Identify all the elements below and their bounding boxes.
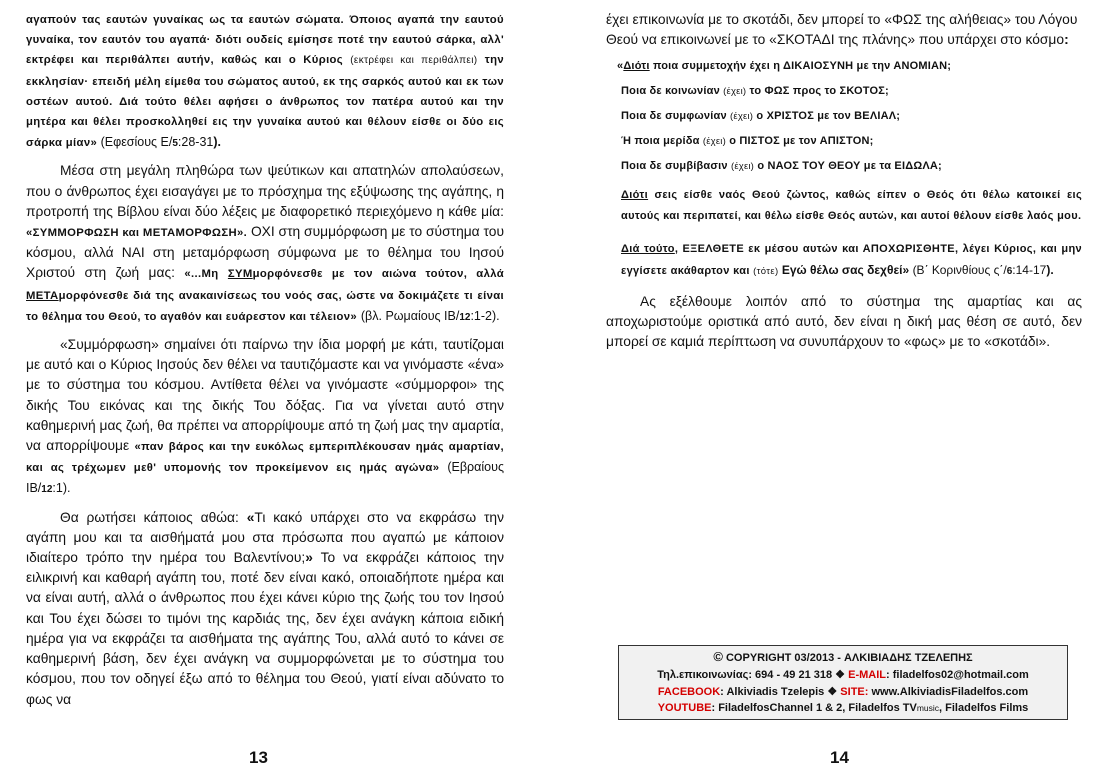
text: « [246,509,255,525]
text: COPYRIGHT 03/2013 - ΑΛΚΙΒΙΑΔΗΣ ΤΖΕΛΕΠΗΣ [725,652,973,664]
text: ΣΥΜ [227,268,253,281]
page-number-right: 14 [830,748,849,767]
paragraph-1 [606,10,1082,50]
text: μορφόνεσθε διά της ανακαινίσεως του νοός σας, ώστε να δοκιμάζετε τι είναι το θέλημα του Θεού, το αγαθόν και ευάρεστον και τέλειον» [26,289,504,323]
verse-line [621,154,1082,179]
text: Εγώ θέλω σας δεχθεί» [781,262,910,277]
text: ο ΧΡΙΣΤΟΣ με τον ΒΕΛΙΑΛ; [756,110,901,123]
text: Μέσα στη μεγάλη πληθώρα των ψεύτικων και απατηλών απολαύσεων, που ο άνθρωπος έχει εισαγάγει με το πρόσχημα της εξύψωσης της αγάπης, η προτροπή της Βίβλου είναι δύο λέξεις με διαφορετικό περιεχόμενο η κάθε μία: [26,163,504,219]
verse-line [621,104,1082,129]
text: Ή ποια μερίδα [621,135,700,148]
text: Θα ρωτήσει κάποιος αθώα: [60,509,239,525]
reference [913,263,1054,277]
text: αγαπούν τας εαυτών γυναίκας ως τα εαυτών σώματα. Όποιος αγαπά την εαυτού γυναίκα, τον εαυτόν του αγαπά· διότι ουδείς εμίσησε ποτέ την εαυτού σάρκα, αλλ' εκτρέφει και περιθάλπει αυτήν, καθώς και ο Κύριος [26,14,504,67]
text: (έχει) [723,86,747,98]
paragraph-4 [26,508,504,710]
email-link[interactable]: : filadelfos02@hotmail.com [886,668,1029,681]
text: 12 [41,484,53,496]
text: :28-31 [177,135,214,150]
text: 6 [1006,265,1013,277]
scripture-quote [617,54,1082,179]
text: ΜΕΤΑ [26,289,59,302]
text: 12 [459,311,471,323]
text: « [617,60,624,73]
facebook-label: FACEBOOK [657,685,721,698]
text: σεις είσθε ναός Θεού ζώντος, καθώς είπεν ο Θεός ότι θέλω κατοικεί εις αυτούς και περιπατεί, και θέλω είσθε Θεός αυτών, και αυτοί θέλουν είσθε λαός μου. [621,189,1083,222]
right-page [606,10,1082,353]
text: ποια συμμετοχήν έχει η ΔΙΚΑΙΟΣΥΝΗ με την ΑΝΟΜΙΑΝ; [652,60,952,73]
text: (Β΄ Κορινθίους ς΄/ [912,262,1007,277]
youtube-line [619,700,1067,717]
text: Ποια δε κοινωνίαν [621,85,720,98]
youtube-link[interactable]: : FiladelfosChannel 1 & 2, Filadelfos TV [711,702,917,715]
copyright-line [619,649,1067,667]
text: «ΣΥΜΜΟΡΦΩΣΗ και ΜΕΤΑΜΟΡΦΩΣΗ». [26,227,248,240]
text: Τηλ.επικοινωνίας: 694 - 49 21 318 [657,668,833,681]
scripture-quote-3 [621,239,1082,282]
text: «...Μη [184,268,219,281]
facebook-link[interactable]: : Alkiviadis Tzelepis [720,685,825,698]
text: μορφόνεσθε με τον αιώνα τούτον, αλλά [252,268,504,281]
text: music [916,703,940,714]
diamond-icon: ❖ [827,685,838,698]
text: :1). [52,481,71,496]
text: (έχει) [730,111,754,123]
social-line [619,684,1067,701]
site-label: SITE: [840,685,869,698]
text: (εκτρέφει και περιθάλπει) [350,55,478,67]
verse-line [621,79,1082,104]
text: Διά τούτο [621,243,675,256]
text: (έχει) [730,161,755,173]
text: (βλ. Ρωμαίους ΙΒ/ [360,308,460,323]
text: έχει επικοινωνία με το σκοτάδι, δεν μπορεί το «ΦΩΣ της αλήθειας» του Λόγου Θεού να επικοινωνεί με το «ΣΚΟΤΑΔΙ της πλάνης» που υπάρχει στο κόσμο [606,12,1078,48]
text: , ΕΞΕΛΘΕΤΕ εκ μέσου αυτών και ΑΠΟΧΩΡΙΣΘΗΤΕ, λέγει Κύριος, και μην εγγίσετε ακάθαρτον και [621,243,1082,277]
paragraph-1 [26,10,504,154]
left-page [26,10,504,710]
copyright-box [618,645,1068,720]
text: «παν βάρος και την ευκόλως εμπεριπλέκουσαν ημάς αμαρτίαν, και ας τρέχωμεν μεθ' υπομονής τον προκείμενον εις ημάς αγώνα» [26,441,504,475]
text: : [1064,32,1069,48]
text: Διότι [623,60,650,73]
contact-line [619,667,1067,684]
verse-line [617,54,1082,79]
text: Διότι [621,189,649,202]
text: Τι κακό υπάρχει στο να εκφράσω την αγάπη μου και τα αισθήματά μου στα πρόσωπα που αγαπώ με κάποιον ιδιαίτερο τρόπο την ημέρα του Βαλεντίνου; [26,509,505,566]
text: Ποια δε συμβίβασιν [621,160,728,173]
text: ). [213,135,222,150]
reference [361,309,500,323]
text: ΟΧΙ στη συμμόρφωση με το σύστημα του κόσμου, αλλά ΝΑΙ στη μεταμόρφωση σύμφωνα με το θέλημα του Ιησού Χριστού στη ζωή μας: [26,224,504,281]
text: την εκκλησίαν· επειδή μέλη είμεθα του σώματος αυτού, εκ της σαρκός αυτού και εκ των οστέων αυτού. Διά τούτο θέλει αφήσει ο άνθρωπος τον πατέρα αυτού και την μητέρα και θέλει προσκολληθεί εις την γυναίκα αυτού και θέλουν είσθε οι δύο εις σάρκα μίαν» [26,54,504,150]
text: ). [1046,262,1054,277]
text: ο ΝΑΟΣ ΤΟΥ ΘΕΟΥ με τα ΕΙΔΩΛΑ; [757,160,942,173]
text: :1-2). [470,308,500,323]
diamond-icon: ❖ [835,668,846,681]
text: (Εβραίους ΙΒ/ [26,460,504,496]
scripture-quote-2 [621,185,1082,226]
paragraph-3 [26,335,504,501]
text: , Filadelfos Films [939,702,1029,715]
text: » [305,550,313,566]
reference [101,135,221,149]
site-link[interactable]: www.AlkiviadisFiladelfos.com [871,685,1029,698]
copyright-icon: © [713,649,723,664]
text: 5 [172,138,178,150]
text: «Συμμόρφωση» σημαίνει ότι παίρνω την ίδια μορφή με κάτι, ταυτίζομαι με αυτό και ο Κύριος Ιησούς δεν θέλει να ταυτιζόμαστε και να γινόμαστε «ένα» με το σύστημα του κόσμου. Αντίθετα θέλει να γινόμαστε «σύμμορφοι» της δικής Του εικόνας και της δικής Του δόξας. Για να γίνεται αυτό στην καθημερινή μας ζωή, θα πρέπει να απορρίψουμε από τη ζωή μας την αμαρτία, να απορρίψουμε [26,337,504,454]
text: ο ΠΙΣΤΟΣ με τον ΑΠΙΣΤΟΝ; [729,135,874,148]
email-label: E-MAIL [848,668,886,681]
text: Το να εκφράζει κάποιος την ειλικρινή και καθαρή αγάπη του, ποτέ δεν είναι κακό, οποιαδήποτε ημέρα και να είναι αυτή, αλλά ο άνθρωπος που έχει κάνει κύριο της ζωής του τον Ιησού και Του έχει δώσει το τιμόνι της καρδιάς της, δεν έχει ανάγκη κάποια ειδική ημέρα για να εκφράζει τα αισθήματα της αγάπης Του, αλλά αυτό το κάνει σε καθημερινή βάση, δεν έχει ανάγκη να συμμορφώνεται με το σύστημα του κόσμου, που τον οδηγεί έξω από το θέλημα του Θεού, γιατί είναι αδύνατο το φως να [26,550,504,707]
paragraph-2 [26,161,504,328]
text: (τότε) [753,265,779,277]
text: το ΦΩΣ προς το ΣΚΟΤΟΣ; [749,85,889,98]
text: (Εφεσίους Ε/ [100,135,173,150]
youtube-label: YOUTUBE [657,702,712,715]
text: :14-17 [1012,262,1047,277]
paragraph-2: Ας εξέλθουμε λοιπόν από το σύστημα της αμαρτίας και ας αποχωριστούμε οριστικά από αυτό, δεν είναι η δική μας θέση σε αυτό, δεν μπορεί σε καμιά περίπτωση να συνυπάρχουν το «φως» με το «σκοτάδι». [606,294,1082,350]
text: Ποια δε συμφωνίαν [621,110,727,123]
text: (έχει) [702,136,726,148]
verse-line [621,129,1082,154]
page-number-left: 13 [249,748,268,767]
